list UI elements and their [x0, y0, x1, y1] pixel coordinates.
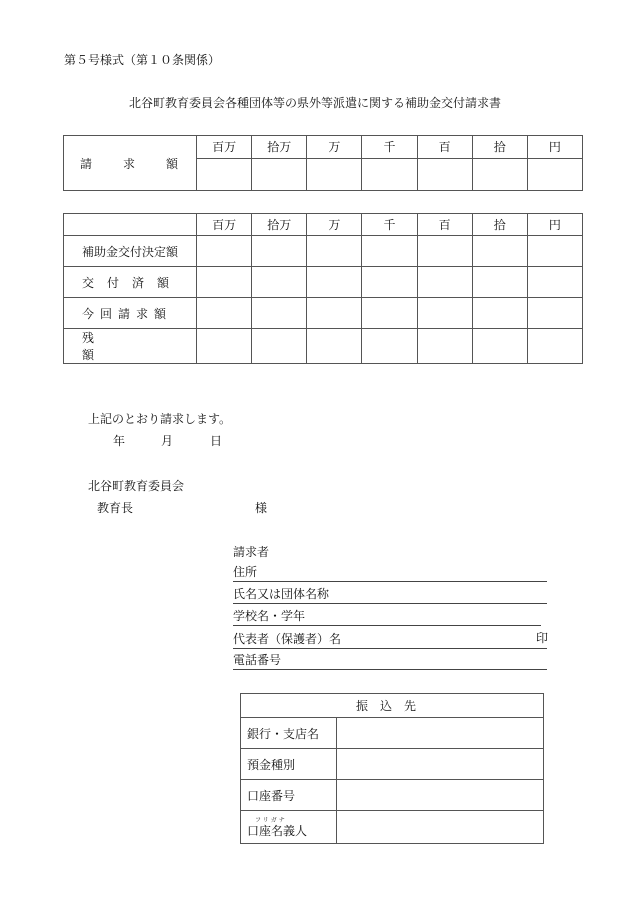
addressee-position: 教育長 — [97, 501, 134, 515]
unit-header: 百万 — [197, 136, 252, 159]
bank-transfer-table — [240, 693, 544, 844]
amount-cell[interactable] — [362, 158, 417, 190]
amount-cell[interactable] — [252, 236, 307, 267]
deposit-type-input[interactable] — [337, 749, 544, 780]
unit-header: 百万 — [197, 214, 252, 236]
amount-cell[interactable] — [197, 267, 252, 298]
amount-cell[interactable] — [307, 236, 362, 267]
amount-cell[interactable] — [417, 267, 472, 298]
amount-cell[interactable] — [197, 329, 252, 364]
amount-cell[interactable] — [417, 298, 472, 329]
unit-header: 円 — [527, 214, 582, 236]
amount-cell[interactable] — [472, 298, 527, 329]
amount-cell[interactable] — [252, 158, 307, 190]
claimant-address-label: 住所 — [233, 565, 258, 579]
statement-text: 上記のとおり請求します。 — [88, 412, 232, 426]
account-number-label: 口座番号 — [241, 780, 337, 811]
claimant-address-field[interactable] — [233, 563, 547, 582]
addressee-honorific: 様 — [255, 501, 268, 515]
amount-cell[interactable] — [307, 329, 362, 364]
account-holder-cell — [241, 811, 337, 844]
claimant-school-label: 学校名・学年 — [233, 609, 306, 623]
date-day: 日 — [210, 434, 223, 448]
amount-cell[interactable] — [527, 236, 582, 267]
unit-header: 拾 — [472, 214, 527, 236]
unit-header: 拾万 — [252, 214, 307, 236]
account-holder-furigana: フリガナ — [255, 817, 287, 824]
amount-cell[interactable] — [527, 267, 582, 298]
row-label-decision: 補助金交付決定額 — [64, 236, 197, 267]
row-label-remaining: 残額 — [64, 329, 197, 364]
amount-cell[interactable] — [527, 158, 582, 190]
bank-branch-label: 銀行・支店名 — [241, 718, 337, 749]
table-row — [64, 298, 583, 329]
amount-cell[interactable] — [527, 298, 582, 329]
unit-header: 円 — [527, 136, 582, 159]
claimant-name-label: 氏名又は団体名称 — [233, 587, 330, 601]
table-row — [241, 749, 544, 780]
amount-cell[interactable] — [307, 267, 362, 298]
unit-header: 千 — [362, 136, 417, 159]
row-label-paid: 交付済額 — [64, 267, 197, 298]
amount-cell[interactable] — [307, 158, 362, 190]
seal-mark: 印 — [536, 631, 549, 645]
amount-cell[interactable] — [362, 236, 417, 267]
bank-heading: 振込先 — [241, 694, 544, 718]
amount-cell[interactable] — [197, 298, 252, 329]
form-number: 第５号様式（第１０条関係） — [64, 53, 221, 67]
claimant-phone-label: 電話番号 — [233, 653, 282, 667]
claimant-name-field[interactable] — [233, 585, 547, 604]
account-holder-label: 口座名義人 — [247, 823, 308, 838]
table-row — [241, 780, 544, 811]
bank-branch-input[interactable] — [337, 718, 544, 749]
addressee-org: 北谷町教育委員会 — [88, 479, 185, 493]
unit-header: 百 — [417, 214, 472, 236]
unit-header: 千 — [362, 214, 417, 236]
amount-cell[interactable] — [362, 298, 417, 329]
amount-cell[interactable] — [362, 329, 417, 364]
row-label-current: 今回請求額 — [64, 298, 197, 329]
unit-header: 拾万 — [252, 136, 307, 159]
detail-header-blank — [64, 214, 197, 236]
account-holder-input[interactable] — [337, 811, 544, 844]
table-row — [241, 718, 544, 749]
amount-cell[interactable] — [197, 236, 252, 267]
deposit-type-label: 預金種別 — [241, 749, 337, 780]
table-row — [64, 236, 583, 267]
amount-cell[interactable] — [252, 298, 307, 329]
claimant-phone-field[interactable] — [233, 651, 547, 670]
unit-header: 万 — [307, 214, 362, 236]
amount-cell[interactable] — [197, 158, 252, 190]
amount-cell[interactable] — [472, 267, 527, 298]
table-row — [64, 329, 583, 364]
claimant-rep-label: 代表者（保護者）名 — [233, 632, 342, 646]
unit-header: 拾 — [472, 136, 527, 159]
date-month: 月 — [161, 434, 174, 448]
amount-cell[interactable] — [362, 267, 417, 298]
unit-header: 百 — [417, 136, 472, 159]
table-row — [64, 267, 583, 298]
detail-amount-table — [63, 213, 583, 364]
amount-cell[interactable] — [472, 236, 527, 267]
amount-cell[interactable] — [472, 329, 527, 364]
account-number-input[interactable] — [337, 780, 544, 811]
amount-cell[interactable] — [307, 298, 362, 329]
claimant-school-field[interactable] — [233, 607, 541, 626]
amount-cell[interactable] — [417, 158, 472, 190]
amount-cell[interactable] — [417, 329, 472, 364]
table-row — [241, 811, 544, 844]
amount-cell[interactable] — [417, 236, 472, 267]
unit-header: 万 — [307, 136, 362, 159]
amount-cell[interactable] — [527, 329, 582, 364]
amount-cell[interactable] — [252, 329, 307, 364]
amount-cell[interactable] — [472, 158, 527, 190]
amount-cell[interactable] — [252, 267, 307, 298]
claimant-rep-field[interactable] — [233, 630, 547, 649]
claim-amount-table — [63, 135, 583, 191]
claim-amount-label: 請 求 額 — [64, 136, 197, 191]
document-title: 北谷町教育委員会各種団体等の県外等派遣に関する補助金交付請求書 — [128, 96, 501, 110]
claimant-heading: 請求者 — [233, 545, 270, 559]
date-year: 年 — [113, 434, 126, 448]
